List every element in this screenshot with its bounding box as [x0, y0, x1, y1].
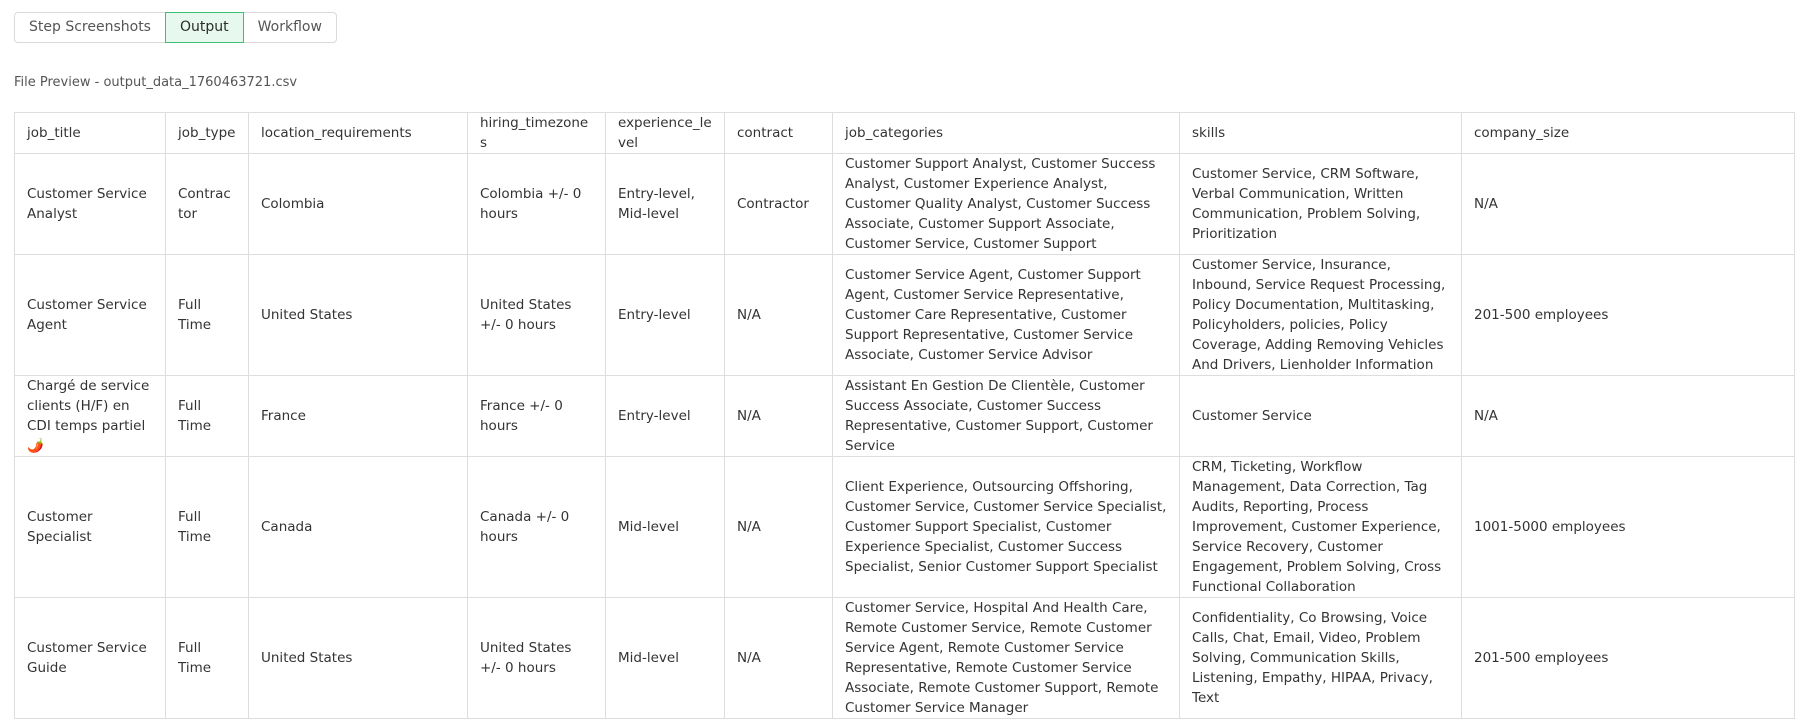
cell-experience-level: Entry-level, Mid-level [606, 154, 725, 255]
cell-contract: N/A [725, 457, 833, 598]
cell-job-title: Chargé de service clients (H/F) en CDI temps partiel 🌶️ [15, 376, 166, 457]
cell-company-size: 201-500 employees [1462, 255, 1795, 376]
table-row [15, 376, 1795, 457]
table-header-row [15, 113, 1795, 154]
cell-job-categories: Client Experience, Outsourcing Offshoring, Customer Service, Customer Service Specialist, Customer Support Specialist, Customer Experience Specialist, Customer Success Specialist, Senior Customer Support Specialist [833, 457, 1180, 598]
cell-company-size: N/A [1462, 154, 1795, 255]
tab-output[interactable]: Output [165, 12, 244, 43]
cell-hiring-timezones: France +/- 0 hours [468, 376, 606, 457]
cell-hiring-timezones: United States +/- 0 hours [468, 598, 606, 719]
cell-job-title: Customer Service Guide [15, 598, 166, 719]
cell-job-type: Full Time [166, 376, 249, 457]
cell-company-size: 1001-5000 employees [1462, 457, 1795, 598]
cell-skills: Customer Service, Insurance, Inbound, Service Request Processing, Policy Documentation, Multitasking, Policyholders, policies, Policy Coverage, Adding Removing Vehicles And Drivers, Lienholder Information [1180, 255, 1462, 376]
column-header-location-requirements: location_requirements [249, 113, 468, 154]
cell-location-requirements: United States [249, 255, 468, 376]
table-row [15, 457, 1795, 598]
cell-experience-level: Mid-level [606, 598, 725, 719]
cell-job-type: Full Time [166, 598, 249, 719]
tab-workflow[interactable]: Workflow [243, 12, 337, 43]
column-header-skills: skills [1180, 113, 1462, 154]
column-header-job-categories: job_categories [833, 113, 1180, 154]
cell-experience-level: Entry-level [606, 376, 725, 457]
table-row [15, 154, 1795, 255]
cell-hiring-timezones: Colombia +/- 0 hours [468, 154, 606, 255]
csv-preview-table-container[interactable] [14, 112, 1768, 716]
cell-job-type: Full Time [166, 457, 249, 598]
cell-experience-level: Entry-level [606, 255, 725, 376]
cell-skills: Customer Service, CRM Software, Verbal Communication, Written Communication, Problem Solving, Prioritization [1180, 154, 1462, 255]
cell-hiring-timezones: United States +/- 0 hours [468, 255, 606, 376]
cell-location-requirements: Canada [249, 457, 468, 598]
cell-company-size: N/A [1462, 376, 1795, 457]
cell-job-type: Full Time [166, 255, 249, 376]
cell-contract: N/A [725, 376, 833, 457]
column-header-contract: contract [725, 113, 833, 154]
cell-job-categories: Customer Support Analyst, Customer Success Analyst, Customer Experience Analyst, Customer Quality Analyst, Customer Success Associate, Customer Support Associate, Customer Service, Customer Support [833, 154, 1180, 255]
column-header-company-size: company_size [1462, 113, 1795, 154]
table-row [15, 255, 1795, 376]
cell-contract: N/A [725, 255, 833, 376]
view-tabs [14, 12, 337, 43]
cell-hiring-timezones: Canada +/- 0 hours [468, 457, 606, 598]
cell-job-categories: Customer Service Agent, Customer Support Agent, Customer Service Representative, Customer Care Representative, Customer Support Representative, Customer Service Associate, Customer Service Advisor [833, 255, 1180, 376]
cell-location-requirements: France [249, 376, 468, 457]
cell-contract: Contractor [725, 154, 833, 255]
cell-skills: CRM, Ticketing, Workflow Management, Data Correction, Tag Audits, Reporting, Process Improvement, Customer Experience, Service Recovery, Customer Engagement, Problem Solving, Cross Functional Collaboration [1180, 457, 1462, 598]
cell-skills: Confidentiality, Co Browsing, Voice Calls, Chat, Email, Video, Problem Solving, Communication Skills, Listening, Empathy, HIPAA, Privacy, Text [1180, 598, 1462, 719]
column-header-experience-level: experience_level [606, 113, 725, 154]
cell-location-requirements: United States [249, 598, 468, 719]
cell-job-title: Customer Specialist [15, 457, 166, 598]
cell-job-title: Customer Service Agent [15, 255, 166, 376]
cell-company-size: 201-500 employees [1462, 598, 1795, 719]
table-row [15, 598, 1795, 719]
file-preview-title: File Preview - output_data_1760463721.csv [14, 75, 298, 90]
cell-location-requirements: Colombia [249, 154, 468, 255]
cell-skills: Customer Service [1180, 376, 1462, 457]
cell-job-title: Customer Service Analyst [15, 154, 166, 255]
csv-preview-table [14, 112, 1795, 719]
cell-experience-level: Mid-level [606, 457, 725, 598]
cell-job-categories: Customer Service, Hospital And Health Care, Remote Customer Service, Remote Customer Service Agent, Remote Customer Service Representative, Remote Customer Service Associate, Remote Customer Support, Remote Customer Service Manager [833, 598, 1180, 719]
column-header-job-title: job_title [15, 113, 166, 154]
column-header-job-type: job_type [166, 113, 249, 154]
column-header-hiring-timezones: hiring_timezones [468, 113, 606, 154]
cell-job-type: Contractor [166, 154, 249, 255]
tab-step-screenshots[interactable]: Step Screenshots [14, 12, 166, 43]
cell-job-categories: Assistant En Gestion De Clientèle, Customer Success Associate, Customer Success Representative, Customer Support, Customer Service [833, 376, 1180, 457]
cell-contract: N/A [725, 598, 833, 719]
